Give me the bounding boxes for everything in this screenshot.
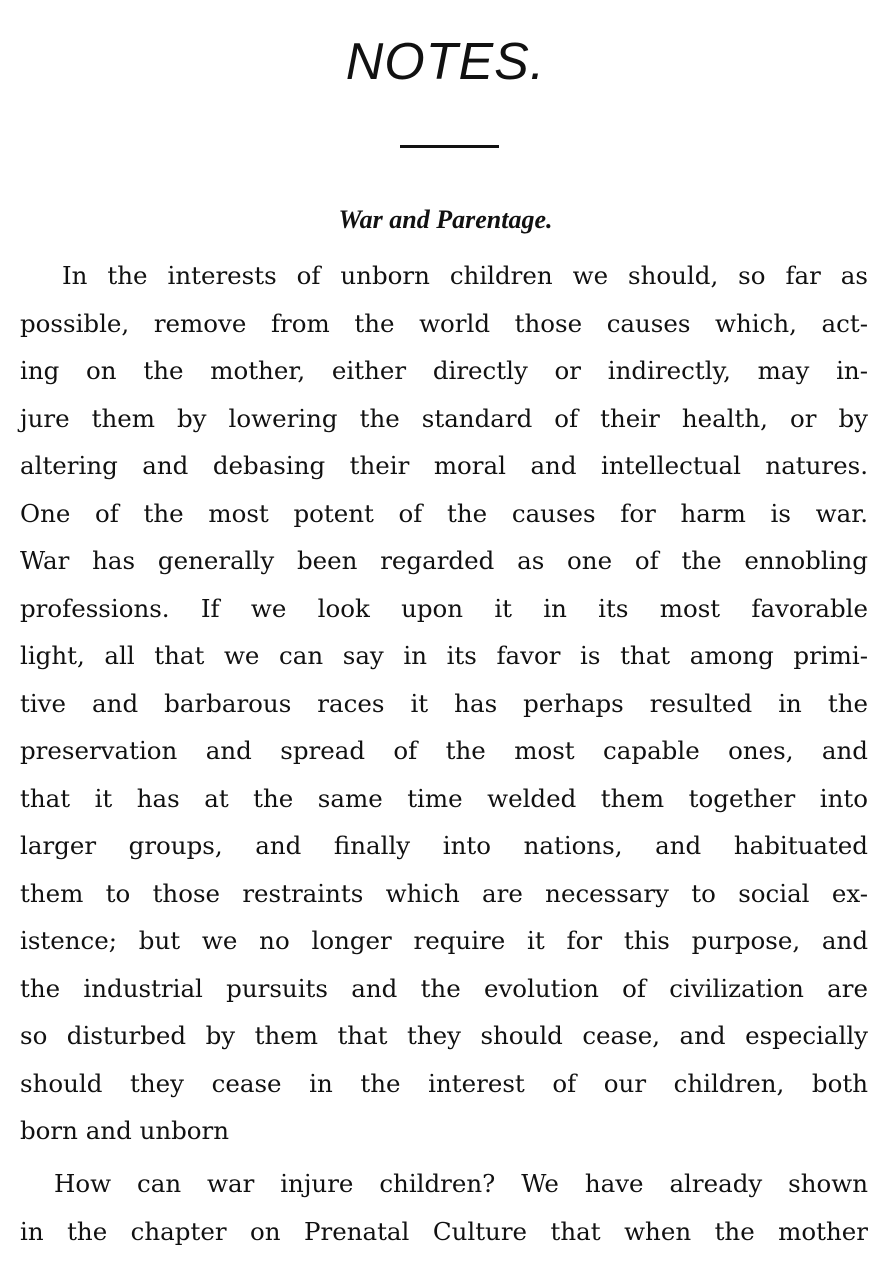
text-line: How can war injure children? We have already shown xyxy=(54,1169,868,1198)
text-line: preservation and spread of the most capable ones, and xyxy=(20,736,868,765)
paragraph-how-war-injures xyxy=(20,1160,868,1255)
text-line: War has generally been regarded as one of the ennobling xyxy=(20,546,868,575)
text-line: the industrial pursuits and the evolution of civilization are xyxy=(20,973,868,1003)
text-line: born and unborn xyxy=(20,1116,230,1145)
text-line: that it has at the same time welded them together into xyxy=(20,783,868,813)
text-line: In the interests of unborn children we should, so far as xyxy=(62,261,868,290)
text-line: jure them by lowering the standard of their health, or by xyxy=(20,403,868,433)
paragraph-war-and-parentage xyxy=(20,252,868,1155)
text-line: in the chapter on Prenatal Culture that when the mother xyxy=(20,1216,868,1246)
text-line: possible, remove from the world those causes which, act- xyxy=(20,308,868,338)
title-divider-rule xyxy=(400,145,499,148)
text-line: istence; but we no longer require it for this purpose, and xyxy=(20,926,868,955)
text-line: professions. If we look upon it in its most favorable xyxy=(20,593,868,623)
text-line: should they cease in the interest of our children, both xyxy=(20,1068,868,1098)
text-line: ing on the mother, either directly or indirectly, may in- xyxy=(20,356,868,385)
text-line: altering and debasing their moral and intellectual natures. xyxy=(20,451,868,480)
text-line: light, all that we can say in its favor is that among primi- xyxy=(20,641,868,670)
page-title: NOTES. xyxy=(345,33,546,91)
section-title: War and Parentage. xyxy=(338,205,553,234)
text-line: larger groups, and finally into nations, and habituated xyxy=(20,831,868,860)
text-line: so disturbed by them that they should cease, and especially xyxy=(20,1021,868,1050)
text-line: tive and barbarous races it has perhaps resulted in the xyxy=(20,688,868,718)
text-line: One of the most potent of the causes for harm is war. xyxy=(20,498,868,528)
text-line: them to those restraints which are necessary to social ex- xyxy=(20,878,868,908)
